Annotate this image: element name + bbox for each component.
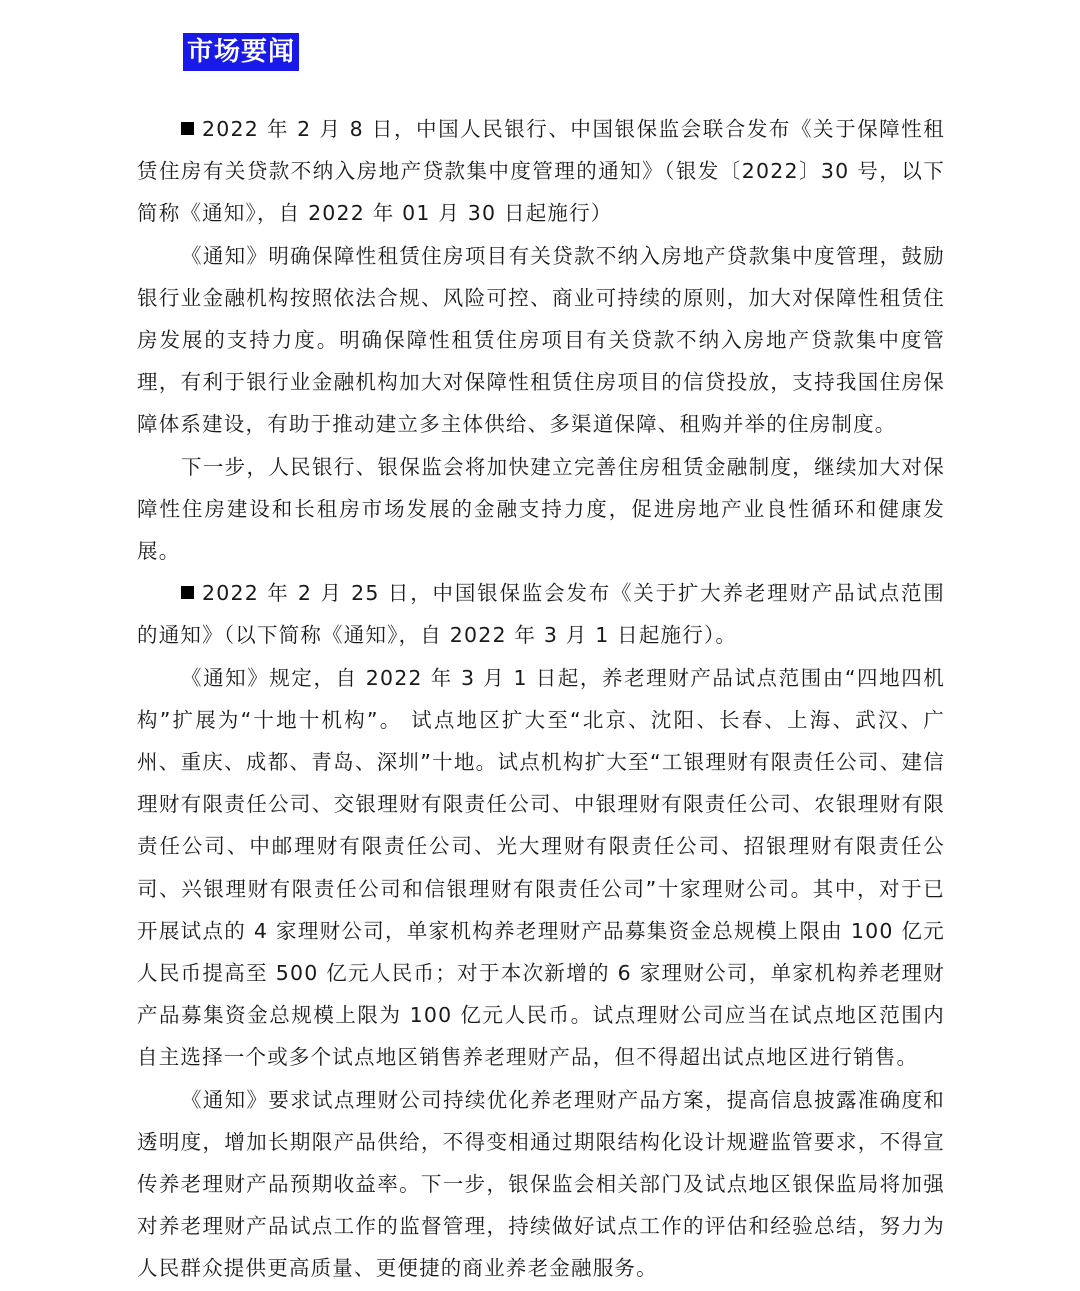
square-bullet-icon bbox=[181, 586, 194, 599]
paragraph-text: 《通知》规定，自 2022 年 3 月 1 日起，养老理财产品试点范围由“四地四机构”扩展为“十地十机构”。 试点地区扩大至“北京、沈阳、长春、上海、武汉、广州、重庆、成都、青岛、深圳”十地。试点机构扩大至“工银理财有限责任公司、建信理财有限责任公司、交银理财有限责任公司、中银理财有限责任公司、农银理财有限责任公司、中邮理财有限责任公司、光大理财有限责任公司、招银理财有限责任公司、兴银理财有限责任公司和信银理财有限责任公司”十家理财公司。其中，对于已开展试点的 4 家理财公司，单家机构养老理财产品募集资金总规模上限由 100 亿元人民币提高至 500 亿元人民币；对于本次新增的 6 家理财公司，单家机构养老理财产品募集资金总规模上限为 100 亿元人民币。试点理财公司应当在试点地区范围内自主选择一个或多个试点地区销售养老理财产品，但不得超出试点地区进行销售。 bbox=[137, 665, 945, 1070]
square-bullet-icon bbox=[181, 122, 194, 135]
paragraph-text: 2022 年 2 月 8 日，中国人民银行、中国银保监会联合发布《关于保障性租赁住房有关贷款不纳入房地产贷款集中度管理的通知》（银发〔2022〕30 号，以下简称《通知》，自 2022 年 01 月 30 日起施行） bbox=[137, 117, 945, 226]
news-body-paragraph bbox=[137, 657, 945, 1079]
paragraph-text: 2022 年 2 月 25 日，中国银保监会发布《关于扩大养老理财产品试点范围的通知》（以下简称《通知》，自 2022 年 3 月 1 日起施行）。 bbox=[137, 581, 945, 648]
section-title: 市场要闻 bbox=[183, 33, 299, 71]
news-body-paragraph bbox=[137, 1079, 945, 1290]
news-body-paragraph bbox=[137, 446, 945, 573]
news-item-bullet-paragraph bbox=[137, 108, 945, 235]
paragraph-text: 《通知》明确保障性租赁住房项目有关贷款不纳入房地产贷款集中度管理，鼓励银行业金融机构按照依法合规、风险可控、商业可持续的原则，加大对保障性租赁住房发展的支持力度。明确保障性租赁住房项目有关贷款不纳入房地产贷款集中度管理，有利于银行业金融机构加大对保障性租赁住房项目的信贷投放，支持我国住房保障体系建设，有助于推动建立多主体供给、多渠道保障、租购并举的住房制度。 bbox=[137, 243, 945, 437]
news-item-bullet-paragraph bbox=[137, 572, 945, 656]
article-body bbox=[137, 108, 945, 1290]
paragraph-text: 《通知》要求试点理财公司持续优化养老理财产品方案，提高信息披露准确度和透明度，增加长期限产品供给，不得变相通过期限结构化设计规避监管要求，不得宣传养老理财产品预期收益率。下一步，银保监会相关部门及试点地区银保监局将加强对养老理财产品试点工作的监督管理，持续做好试点工作的评估和经验总结，努力为人民群众提供更高质量、更便捷的商业养老金融服务。 bbox=[137, 1087, 945, 1281]
news-body-paragraph bbox=[137, 235, 945, 446]
paragraph-text: 下一步，人民银行、银保监会将加快建立完善住房租赁金融制度，继续加大对保障性住房建设和长租房市场发展的金融支持力度，促进房地产业良性循环和健康发展。 bbox=[137, 454, 945, 564]
